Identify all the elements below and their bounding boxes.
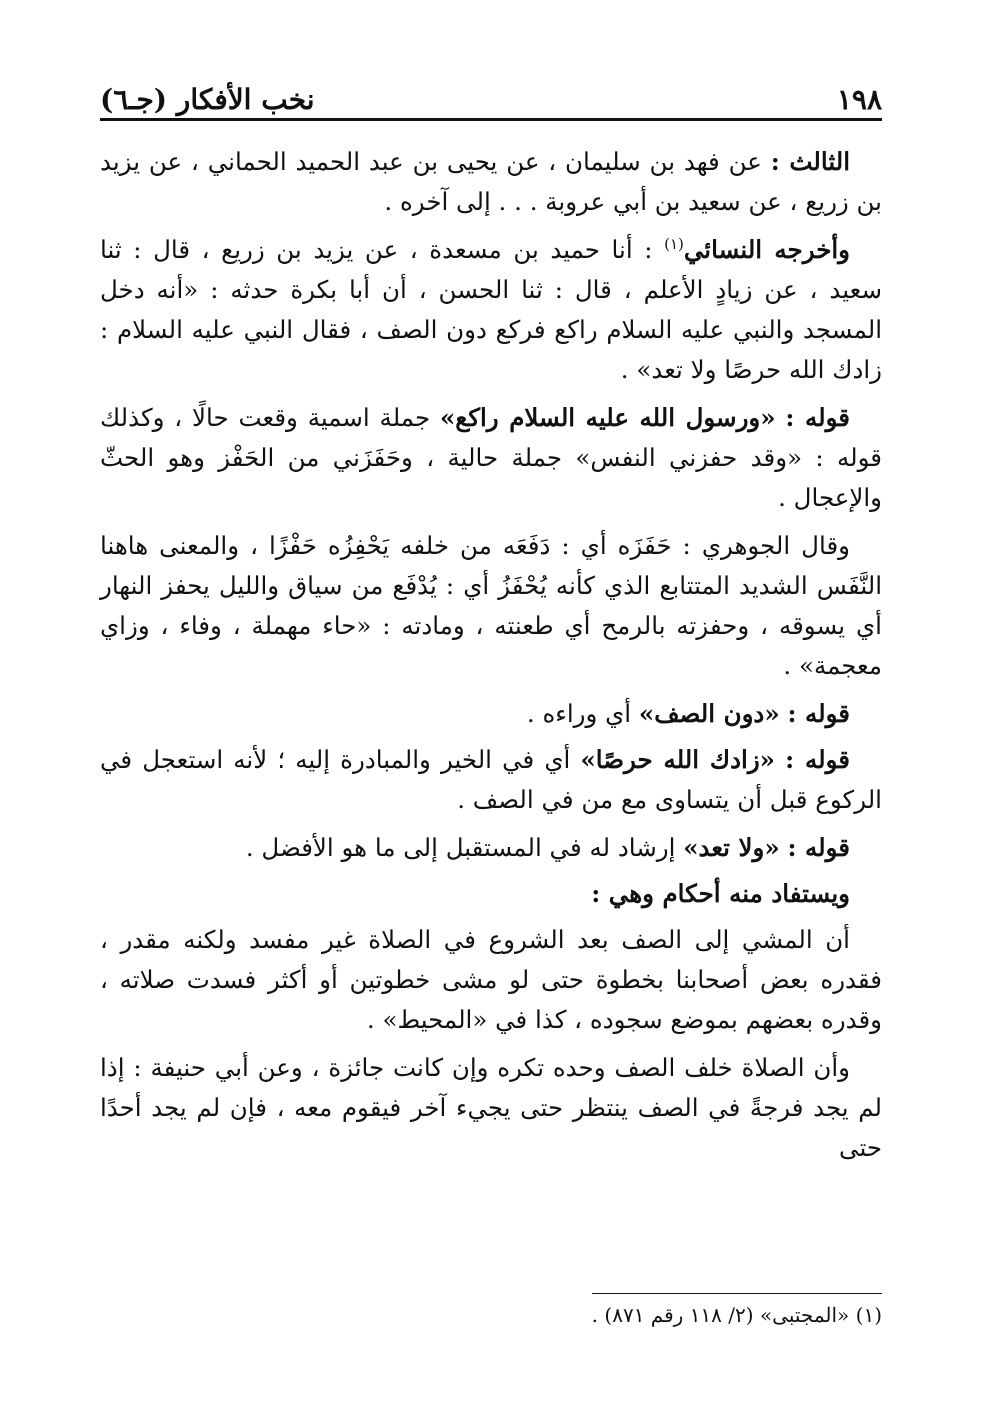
section-heading (100, 874, 882, 914)
paragraph-ruling-walking (100, 920, 882, 1040)
paragraph-commentary-la-taud (100, 828, 882, 868)
footnote-text: (١) «المجتبى» (٢/ ١١٨ رقم ٨٧١) . (591, 1303, 882, 1327)
paragraph-jawhari (100, 526, 882, 686)
footnote-reference: (١) (664, 234, 684, 253)
page-header (100, 70, 882, 116)
paragraph-text: أن المشي إلى الصف بعد الشروع في الصلاة غير مفسد ولكنه مقدر ، فقدره بعض أصحابنا بخطوة حتى لو مشى خطوتين أو أكثر فسدت صلاته ، وقدره بعضهم بموضع سجوده ، كذا في «المحيط» . (100, 925, 882, 1034)
quoted-phrase: «ولا تعد» (683, 833, 780, 862)
paragraph-text: جملة اسمية وقعت حالًا ، وكذلك قوله : «وقد حفزني النفس» جملة حالية ، وحَفَزَني من الحَفْز وهو الحثّ والإعجال . (100, 403, 882, 512)
paragraph-lead: قوله : (785, 403, 851, 432)
rulings-heading: ويستفاد منه أحكام وهي : (591, 879, 850, 908)
quoted-phrase: «ورسول الله عليه السلام راكع» (439, 403, 776, 432)
footnote-rule (592, 1293, 882, 1294)
paragraph-ruling-behind-row (100, 1048, 882, 1168)
paragraph-nasai (100, 230, 882, 390)
footnote (100, 1300, 882, 1330)
paragraph-commentary-rasul (100, 398, 882, 518)
paragraph-lead: قوله : (787, 699, 850, 728)
paragraph-lead: الثالث : (770, 147, 851, 176)
paragraph-text: أي وراءه . (526, 699, 632, 728)
paragraph-text: عن فهد بن سليمان ، عن يحيى بن عبد الحميد الحماني ، عن يزيد بن زريع ، عن سعيد بن أبي عروبة . . . إلى آخره . (100, 147, 882, 216)
paragraph-text: أي في الخير والمبادرة إليه ؛ لأنه استعجل في الركوع قبل أن يتساوى مع من في الصف . (100, 745, 882, 814)
paragraph-commentary-saff (100, 694, 882, 734)
quoted-phrase: «دون الصف» (638, 699, 780, 728)
paragraph-lead: وأخرجه النسائي (683, 235, 850, 264)
paragraph-lead: قوله : (785, 745, 850, 774)
paragraph-text: وأن الصلاة خلف الصف وحده تكره وإن كانت جائزة ، وعن أبي حنيفة : إذا لم يجد فرجةً في الصف ينتظر حتى يجيء آخر فيقوم معه ، فإن لم يجد أحدًا حتى (100, 1053, 882, 1162)
quoted-phrase: «زادك الله حرصًا» (580, 745, 775, 774)
paragraph-text: وقال الجوهري : حَفَزَه أي : دَفَعَه من خلفه يَحْفِزُه حَفْزًا ، والمعنى هاهنا النَّفَس الشديد المتتابع الذي كأنه يُحْفَزُ أي : يُدْفَع من سياق والليل يحفز النهار أي يسوقه ، وحفزته بالرمح أي طعنته ، ومادته : «حاء مهملة ، وفاء ، وزاي معجمة» . (100, 531, 882, 680)
paragraph-commentary-hirs (100, 740, 882, 820)
running-title: نخب الأفكار (جـ٦) (100, 83, 315, 116)
page-body (100, 142, 882, 1176)
paragraph-lead: قوله : (787, 833, 850, 862)
book-page (100, 70, 882, 1360)
paragraph-text: : أنا حميد بن مسعدة ، عن يزيد بن زريع ، قال : ثنا سعيد ، عن زيادٍ الأعلم ، قال : ثنا الحسن ، أن أبا بكرة حدثه : «أنه دخل المسجد والنبي عليه السلام راكع فركع دون الصف ، فقال النبي عليه السلام : زادك الله حرصًا ولا تعد» . (100, 235, 882, 384)
header-rule (100, 118, 882, 121)
page-number: ١٩٨ (836, 83, 882, 116)
paragraph-third-chain (100, 142, 882, 222)
paragraph-text: إرشاد له في المستقبل إلى ما هو الأفضل . (245, 833, 676, 862)
